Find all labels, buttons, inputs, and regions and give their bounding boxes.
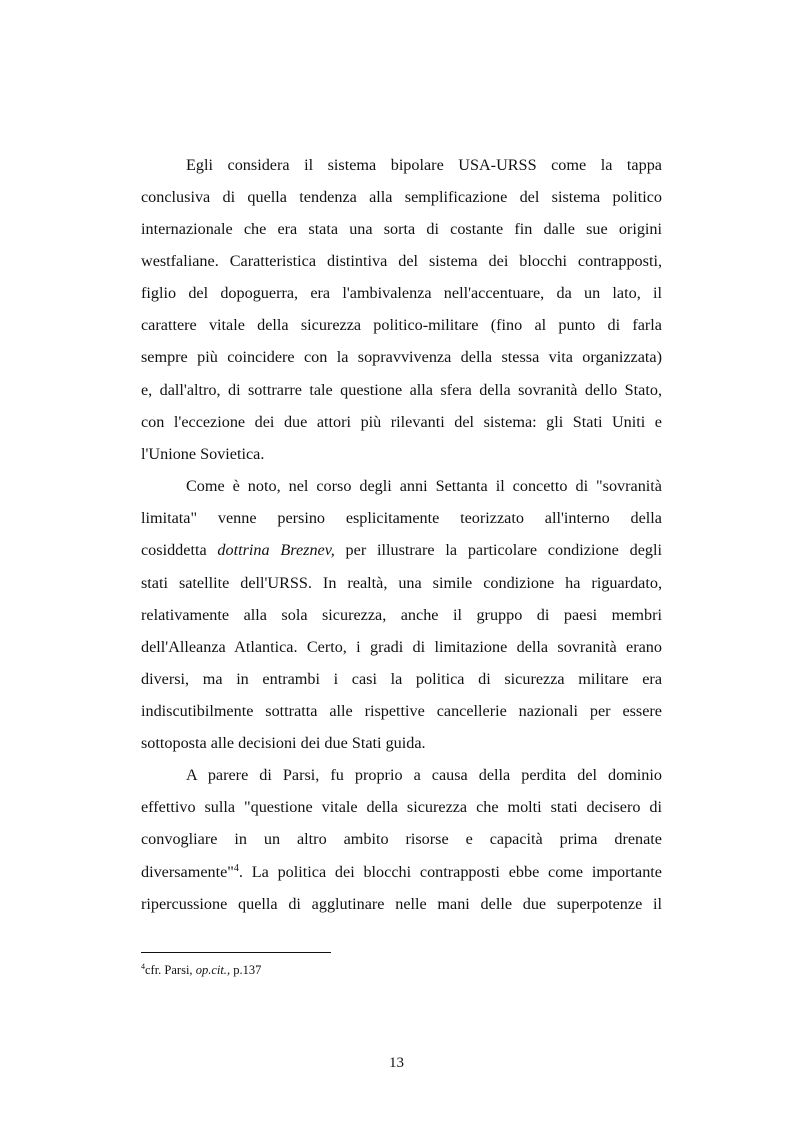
footnote-reference[interactable]: 4 [233,863,239,874]
text-line: dell'Alleanza Atlantica. Certo, i gradi di limitazione della sovranità erano [141,638,662,656]
text-line: Egli considera il sistema bipolare USA-URSS come la tappa [186,156,662,174]
text-line: convogliare in un altro ambito risorse e capacità prima drenate [141,830,662,848]
text-line: indiscutibilmente sottratta alle rispettive cancellerie nazionali per essere [141,702,662,720]
footnote-separator [141,952,331,953]
footnote-italic: op.cit. [195,963,227,977]
text-line: westfaliane. Caratteristica distintiva del sistema dei blocchi contrapposti, [141,252,662,270]
text-line: A parere di Parsi, fu proprio a causa della perdita del dominio [186,766,662,784]
page-number: 13 [389,1055,404,1071]
text-line: sempre più coincidere con la sopravvivenza della stessa vita organizzata) [141,348,662,366]
text-line: figlio del dopoguerra, era l'ambivalenza nell'accentuare, da un lato, il [141,284,662,302]
text-line: e, dall'altro, di sottrarre tale questione alla sfera della sovranità dello Stato, [141,381,662,399]
text-line: effettivo sulla "questione vitale della sicurezza che molti stati decisero di [141,798,662,816]
text-line: relativamente alla sola sicurezza, anche il gruppo di paesi membri [141,606,662,624]
italic-term: dottrina Breznev, [217,541,335,559]
text-line: diversi, ma in entrambi i casi la politica di sicurezza militare era [141,670,662,688]
text-line: cosiddetta dottrina Breznev, per illustrare la particolare condizione degli [141,541,662,559]
text-line: Come è noto, nel corso degli anni Settanta il concetto di "sovranità [186,477,662,495]
text-line: conclusiva di quella tendenza alla semplificazione del sistema politico [141,188,662,206]
text-line: diversamente"$^4$. La politica dei blocchi contrapposti ebbe come importante [141,863,662,881]
text-line: stati satellite dell'URSS. In realtà, una simile condizione ha riguardato, [141,574,662,592]
text-line: l'Unione Sovietica. [141,445,265,463]
text-line: limitata" venne persino esplicitamente teorizzato all'interno della [141,509,662,527]
text-line: sottoposta alle decisioni dei due Stati guida. [141,734,426,752]
text-line: ripercussione quella di agglutinare nelle mani delle due superpotenze il [141,895,662,913]
text-line: con l'eccezione dei due attori più rilevanti del sistema: gli Stati Uniti e [141,413,662,431]
footnote: $^4$cfr. Parsi, op.cit., p.137 [141,962,262,977]
text-line: internazionale che era stata una sorta di costante fin dalle sue origini [141,220,662,238]
text-line: carattere vitale della sicurezza politico-militare (fino al punto di farla [141,316,662,334]
footnote-number: 4 [141,962,145,971]
